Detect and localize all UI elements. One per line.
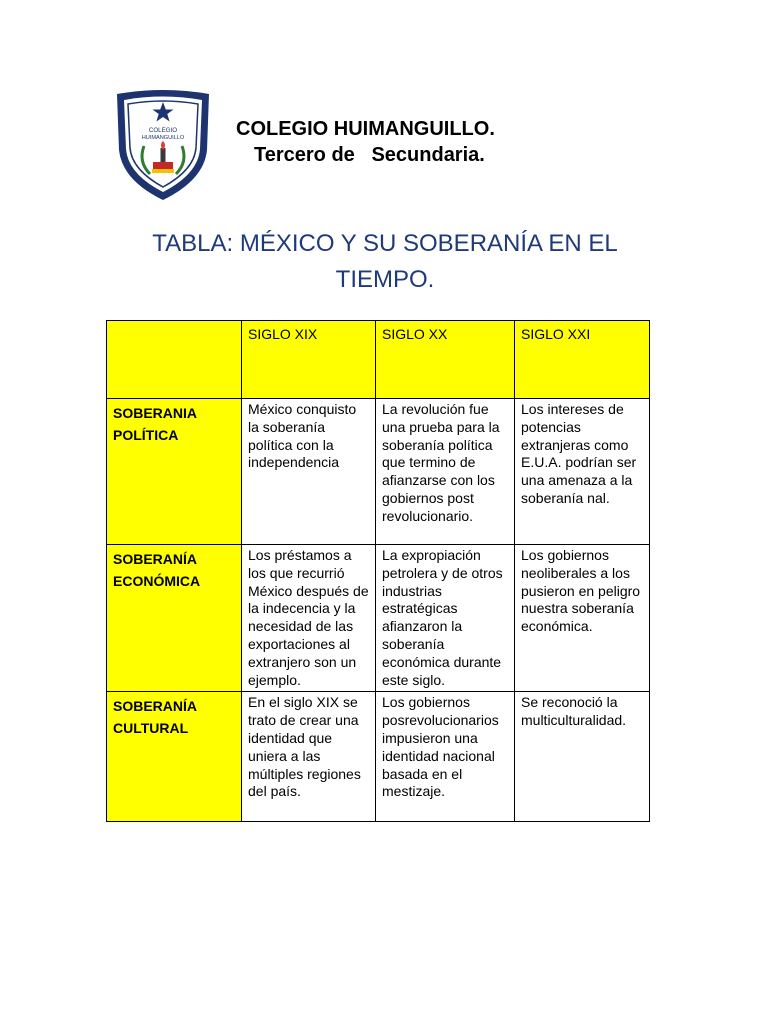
table-row [107, 545, 650, 692]
table-row [107, 399, 650, 545]
table-corner-cell [107, 321, 242, 399]
sovereignty-table [106, 320, 650, 822]
table-header-row [107, 321, 650, 399]
table-cell: Se reconoció la multiculturalidad. [515, 692, 650, 822]
page-title: TABLA: MÉXICO Y SU SOBERANÍA EN EL TIEMPO. [152, 230, 618, 293]
grade-level: Tercero de Secundaria. [254, 144, 485, 166]
column-header-siglo-xx: SIGLO XX [376, 321, 515, 399]
table-cell: La expropiación petrolera y de otros industrias estratégicas afianzaron la soberanía económica durante este siglo. [376, 545, 515, 692]
column-header-siglo-xxi: SIGLO XXI [515, 321, 650, 399]
table-cell: Los gobiernos posrevolucionarios impusieron una identidad nacional basada en el mestizaje. [376, 692, 515, 822]
table-cell: Los intereses de potencias extranjeras como E.U.A. podrían ser una amenaza a la soberanía nal. [515, 399, 650, 545]
row-header-soberania-economica: SOBERANÍA ECONÓMICA [107, 545, 242, 692]
school-crest-logo [114, 88, 212, 202]
table-cell: Los préstamos a los que recurrió México después de la indecencia y la necesidad de las exportaciones al extranjero son un ejemplo. [242, 545, 376, 692]
table-cell: México conquisto la soberanía política con la independencia [242, 399, 376, 545]
table-cell: En el siglo XIX se trato de crear una identidad que uniera a las múltiples regiones del país. [242, 692, 376, 822]
school-name: COLEGIO HUIMANGUILLO. [236, 118, 495, 140]
table-cell: La revolución fue una prueba para la soberanía política que termino de afianzarse con los gobiernos post revolucionario. [376, 399, 515, 545]
table-row [107, 692, 650, 822]
row-header-soberania-politica: SOBERANIA POLÍTICA [107, 399, 242, 545]
row-header-soberania-cultural: SOBERANÍA CULTURAL [107, 692, 242, 822]
column-header-siglo-xix: SIGLO XIX [242, 321, 376, 399]
logo-text-line2: HUIMANGUILLO [141, 135, 185, 141]
logo-text-line1: COLEGIO [148, 127, 178, 134]
table-cell: Los gobiernos neoliberales a los pusieron en peligro nuestra soberanía económica. [515, 545, 650, 692]
